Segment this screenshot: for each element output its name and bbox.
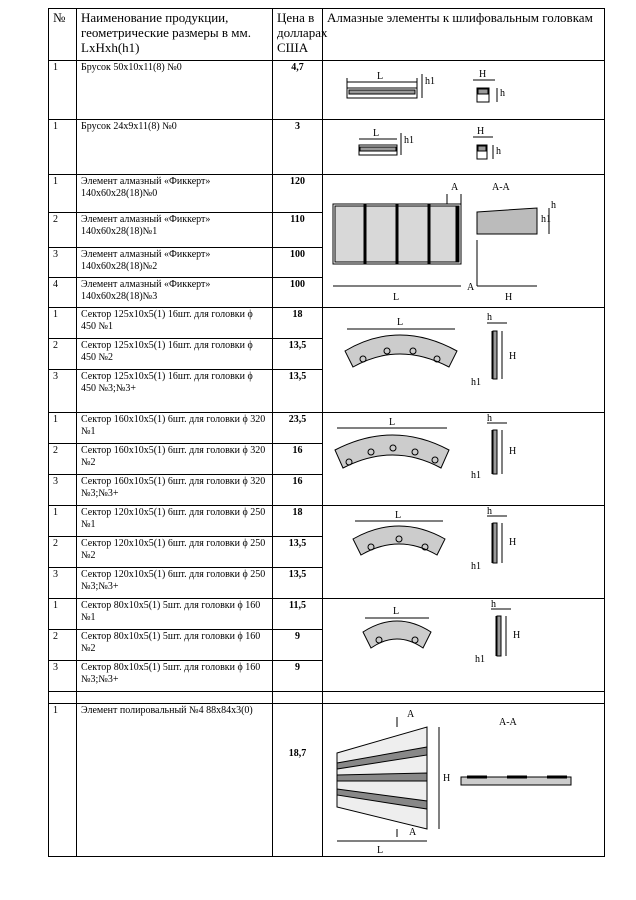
label-h1: h1	[404, 135, 414, 146]
label-L: L	[377, 845, 384, 855]
row-num: 1	[49, 120, 77, 175]
price-list-page	[48, 8, 604, 857]
row-num: 3	[49, 661, 77, 692]
row-name: Элемент полировальный №4 88х84х3(0)	[77, 704, 273, 857]
label-h1: h1	[471, 377, 481, 388]
label-H: H	[509, 537, 517, 548]
label-h: h	[500, 88, 505, 99]
row-num: 1	[49, 308, 77, 339]
label-L: L	[377, 71, 384, 82]
polishing-element-drawing	[323, 704, 605, 857]
row-name: Сектор 120х10х5(1) 6шт. для головки ϕ 250 №2	[77, 537, 273, 568]
label-H: H	[509, 446, 517, 457]
row-num: 1	[49, 61, 77, 120]
label-h1: h1	[471, 561, 481, 572]
row-name: Элемент алмазный «Фиккерт» 140х60х28(18)№1	[77, 213, 273, 247]
label-H: H	[505, 292, 513, 303]
row-price: 18	[273, 506, 323, 537]
row-num: 3	[49, 247, 77, 277]
row-num: 2	[49, 338, 77, 369]
empty-cell	[323, 692, 605, 704]
label-h: h	[487, 507, 492, 517]
label-L: L	[389, 417, 396, 428]
label-A2: A	[409, 827, 417, 838]
row-name: Элемент алмазный «Фиккерт» 140х60х28(18)№0	[77, 175, 273, 213]
row-num: 1	[49, 413, 77, 444]
row-price: 13,5	[273, 369, 323, 412]
row-name: Брусок 50х10х11(8) №0	[77, 61, 273, 120]
label-A: A	[407, 709, 415, 720]
row-num: 3	[49, 369, 77, 412]
label-h: h	[496, 146, 501, 157]
fickert-drawing-svg	[327, 176, 609, 306]
label-H: H	[443, 773, 451, 784]
row-name	[77, 692, 273, 704]
table-row	[49, 61, 605, 120]
row-num: 3	[49, 568, 77, 599]
table-row-empty	[49, 692, 605, 704]
row-price: 23,5	[273, 413, 323, 444]
label-AA: A-A	[499, 717, 517, 728]
header-image: Алмазные элементы к шлифовальным головкам	[323, 9, 605, 61]
price-table	[48, 8, 605, 857]
row-name: Элемент алмазный «Фиккерт» 140х60х28(18)№2	[77, 247, 273, 277]
label-h: h	[487, 312, 492, 323]
label-A2: A	[467, 282, 475, 293]
row-name: Сектор 125х10х5(1) 16шт. для головки ϕ 450 №3;№3+	[77, 369, 273, 412]
sector-120-drawing	[323, 506, 605, 599]
row-price: 3	[273, 120, 323, 175]
label-h1: h1	[541, 214, 551, 225]
row-price: 120	[273, 175, 323, 213]
label-H: H	[513, 630, 521, 641]
table-row	[49, 175, 605, 213]
label-h: h	[551, 200, 556, 211]
row-num	[49, 692, 77, 704]
row-num: 4	[49, 277, 77, 307]
row-name: Сектор 120х10х5(1) 6шт. для головки ϕ 250 №1	[77, 506, 273, 537]
label-H: H	[477, 126, 485, 137]
row-name: Сектор 125х10х5(1) 16шт. для головки ϕ 450 №2	[77, 338, 273, 369]
bar-24-drawing-svg	[327, 121, 609, 173]
row-num: 1	[49, 506, 77, 537]
sector-125-drawing-svg	[327, 309, 609, 411]
row-price	[273, 692, 323, 704]
row-price: 9	[273, 661, 323, 692]
table-row	[49, 506, 605, 537]
row-num: 2	[49, 213, 77, 247]
bar-24-drawing	[323, 120, 605, 175]
row-name: Сектор 160х10х5(1) 6шт. для головки ϕ 320 №2	[77, 444, 273, 475]
label-h1: h1	[471, 470, 481, 481]
row-name: Сектор 160х10х5(1) 6шт. для головки ϕ 320 №1	[77, 413, 273, 444]
label-h1: h1	[425, 76, 435, 87]
row-price: 16	[273, 444, 323, 475]
row-num: 2	[49, 444, 77, 475]
row-price: 16	[273, 475, 323, 506]
table-row	[49, 308, 605, 339]
fickert-drawing	[323, 175, 605, 308]
sector-120-drawing-svg	[327, 507, 609, 597]
table-row	[49, 704, 605, 857]
row-num: 2	[49, 630, 77, 661]
label-h: h	[487, 414, 492, 424]
row-price: 13,5	[273, 568, 323, 599]
label-H: H	[509, 351, 517, 362]
row-price: 100	[273, 277, 323, 307]
row-num: 3	[49, 475, 77, 506]
row-num: 1	[49, 704, 77, 857]
sector-125-drawing	[323, 308, 605, 413]
row-price: 100	[273, 247, 323, 277]
bar-50-drawing-svg	[327, 62, 609, 118]
bar-50-drawing	[323, 61, 605, 120]
row-name: Сектор 120х10х5(1) 6шт. для головки ϕ 250 №3;№3+	[77, 568, 273, 599]
polishing-element-drawing-svg	[327, 705, 609, 855]
row-price: 9	[273, 630, 323, 661]
label-L: L	[395, 510, 402, 521]
label-L: L	[393, 606, 400, 617]
header-name: Наименование продукции, геометрические размеры в мм. LxHxh(h1)	[77, 9, 273, 61]
table-header-row	[49, 9, 605, 61]
row-name: Брусок 24х9х11(8) №0	[77, 120, 273, 175]
header-price: Цена в долларах США	[273, 9, 323, 61]
sector-80-drawing-svg	[327, 600, 609, 690]
row-name: Элемент алмазный «Фиккерт» 140х60х28(18)№3	[77, 277, 273, 307]
sector-160-drawing-svg	[327, 414, 609, 504]
table-row	[49, 599, 605, 630]
row-name: Сектор 125х10х5(1) 16шт. для головки ϕ 450 №1	[77, 308, 273, 339]
label-h1: h1	[475, 654, 485, 665]
table-row	[49, 413, 605, 444]
row-price: 110	[273, 213, 323, 247]
row-price: 18	[273, 308, 323, 339]
row-num: 1	[49, 599, 77, 630]
label-L: L	[373, 128, 380, 139]
label-L: L	[397, 317, 404, 328]
row-price: 13,5	[273, 537, 323, 568]
row-price: 18,7	[273, 704, 323, 857]
row-name: Сектор 80х10х5(1) 5шт. для головки ϕ 160 №1	[77, 599, 273, 630]
label-H: H	[479, 69, 487, 80]
sector-80-drawing	[323, 599, 605, 692]
label-L: L	[393, 292, 400, 303]
row-price: 4,7	[273, 61, 323, 120]
row-name: Сектор 80х10х5(1) 5шт. для головки ϕ 160 №3;№3+	[77, 661, 273, 692]
row-price: 11,5	[273, 599, 323, 630]
sector-160-drawing	[323, 413, 605, 506]
label-h: h	[491, 600, 496, 610]
label-AA: A-A	[492, 182, 510, 193]
label-A: A	[451, 182, 459, 193]
row-price: 13,5	[273, 338, 323, 369]
row-num: 2	[49, 537, 77, 568]
row-name: Сектор 160х10х5(1) 6шт. для головки ϕ 320 №3;№3+	[77, 475, 273, 506]
header-num: №	[49, 9, 77, 61]
table-row	[49, 120, 605, 175]
row-name: Сектор 80х10х5(1) 5шт. для головки ϕ 160 №2	[77, 630, 273, 661]
row-num: 1	[49, 175, 77, 213]
